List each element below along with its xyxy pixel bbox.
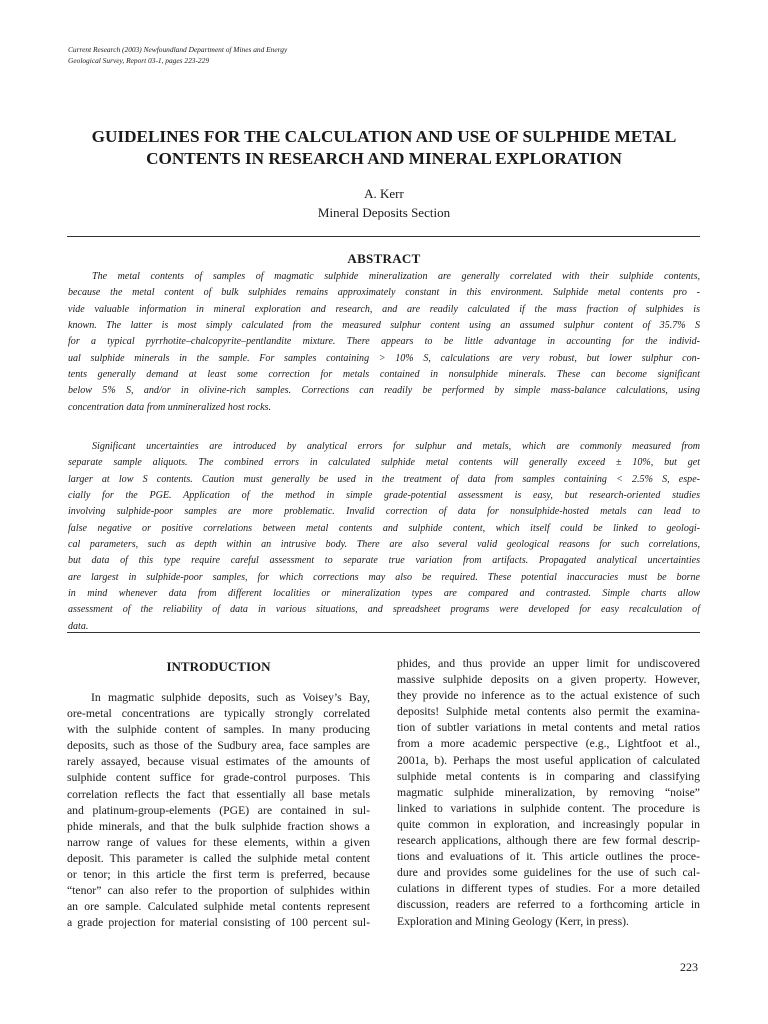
citation-line: Geological Survey, Report 03-1, pages 223-229 [68,56,210,65]
abstract-heading: ABSTRACT [347,251,421,266]
text-line: deposit. This parameter is called the sulphide metal content [67,851,370,865]
text-line: tents generally demand at least some correction for metals contained in nonsulphide minerals. These can become significant [68,369,700,381]
text-line: tion of subtler variations in metal contents and metal ratios [397,721,700,735]
text-line: cal parameters, such as depth within an intrusive body. There are also several valid geological reasons for such correlations, [68,539,700,551]
text-line: phides, and thus provide an upper limit for undiscovered [397,657,700,670]
text-line: sulphide metal contents is in comparing and classifying [397,769,700,783]
text-line: In magmatic sulphide deposits, such as Voisey’s Bay, [91,691,370,704]
text-line: false negative or positive correlations between metal contents and sulphide content, which itself could be linked to geologi- [68,522,700,534]
text-line: or tenor; in this article the first term is preferred, because [67,868,370,882]
text-line: culations in different types of studies. For a more detailed [397,882,700,896]
text-line: in mind whenever data from different localities or mineralization types are compared and contrasted. Simple charts allow [68,588,700,600]
text-line: massive sulphide deposits on a given property. However, [397,673,700,687]
text-line: sulphide content suffice for grade-control purposes. This [67,771,370,785]
text-line: below 5% S, and/or in olivine-rich samples. Corrections can readily be performed by simple mass-balance calculations, using [68,385,700,397]
text-line: larger at low S contents. Caution must generally be used in the treatment of data from samples containing < 2.5% S, espe- [68,473,700,485]
text-line: an ore sample. Calculated sulphide metal contents represent [67,900,370,914]
text-line: 2001a, b). Perhaps the most useful application of calculated [397,753,700,767]
text-line: tions and evaluations of it. This article outlines the proce- [397,850,700,864]
text-line: “tenor” can also refer to the proportion of sulphides within [67,884,370,898]
section-heading-introduction: INTRODUCTION [166,659,271,674]
author-block [40,184,728,222]
text-line: separate sample aliquots. The combined errors in calculated sulphide metal contents will generally exceed ± 10%, but get [68,457,700,469]
body-column-left [67,656,370,931]
body-column-right [397,656,700,930]
abstract-paragraph-1 [68,269,700,416]
title-line: GUIDELINES FOR THE CALCULATION AND USE OF SULPHIDE METAL [91,127,677,146]
text-line: and platinum-group-elements (PGE) are contained in sul- [67,803,370,817]
abstract-paragraph-2 [68,439,700,635]
text-line: a grade projection for material consisting of 100 percent sul- [67,916,370,930]
text-line: known. The latter is most simply calculated from the measured sulphur content using an assumed sulphur content of 35.7% S [68,320,700,332]
text-line: involving sulphide-poor samples are more problematic. Invalid correction of data for nonsulphide-hosted metals can lead to [68,506,700,518]
text-line: from a more academic perspective (e.g., Lightfoot et al., [397,737,700,751]
text-line: narrow range of values for these elements, within a given [67,835,370,849]
author-name: A. Kerr [364,186,404,201]
paper-title [40,126,728,170]
title-line: CONTENTS IN RESEARCH AND MINERAL EXPLORATION [146,149,622,168]
journal-citation [68,44,708,66]
text-line: Significant uncertainties are introduced by analytical errors for sulphur and metals, which are commonly measured from [92,441,700,452]
text-line: phide minerals, and that the bulk sulphide fraction shows a [67,819,370,833]
text-line: assessment of the reliability of data in various situations, and spreadsheet programs were developed for easy recalculation of [68,604,700,616]
text-line: rarely assayed, because visual estimates of the amounts of [67,755,370,769]
text-line: deposits! Sulphide metal contents also permit the examina- [397,705,700,719]
text-line: are largest in sulphide-poor samples, for which corrections may also be required. These potential inaccuracies must be borne [68,571,700,583]
citation-line: Current Research (2003) Newfoundland Department of Mines and Energy [68,45,288,54]
abstract-top-rule [67,236,700,237]
text-line: vide valuable information in mineral exploration and research, and are readily calculated if the mass fraction of sulphides is [68,303,700,315]
text-line: The metal contents of samples of magmatic sulphide mineralization are generally correlated with their sulphide contents, [92,271,700,282]
text-line: ore-metal concentrations are typically strongly correlated [67,707,370,721]
text-line: with the sulphide content of samples. In many producing [67,723,370,737]
text-line: magmatic sulphide mineralization, by removing “noise” [397,785,700,799]
text-line: data. [68,620,89,632]
text-line: Exploration and Mining Geology (Kerr, in press). [397,914,629,928]
text-line: they provide no inference as to the actual existence of such [397,689,700,703]
text-line: research applications, although there are few formal descrip- [397,834,700,848]
text-line: concentration data from unmineralized host rocks. [68,401,271,413]
text-line: correlation reflects the fact that essentially all base metals [67,787,370,801]
author-affiliation: Mineral Deposits Section [317,205,451,220]
text-line: ual sulphide minerals in the sample. For samples containing > 10% S, calculations are very robust, but lower sulphur con- [68,352,700,364]
text-line: cially for the PGE. Application of the method in simple grade-potential assessment is easy, but research-oriented studies [68,490,700,502]
page-number: 223 [680,960,698,974]
text-line: because the metal content of bulk sulphides remains approximately constant in this environment. Sulphide metal contents pro - [68,287,700,299]
text-line: for a typical pyrrhotite–chalcopyrite–pentlandite mixture. There appears to be little advantage in accounting for the individ- [68,336,700,348]
text-line: quite common in exploration, and increasingly popular in [397,817,700,831]
text-line: but data of this type require careful assessment to separate true variation from artifacts. Propagated analytical uncertainties [68,555,700,567]
text-line: deposits, such as those of the Sudbury area, face samples are [67,739,370,753]
text-line: discussion, readers are referred to a forthcoming article in [397,898,700,912]
text-line: linked to variations in sulphide content. The procedure is [397,801,700,815]
abstract-bottom-rule [67,632,700,633]
text-line: dure and provides some guidelines for the use of such cal- [397,866,700,880]
